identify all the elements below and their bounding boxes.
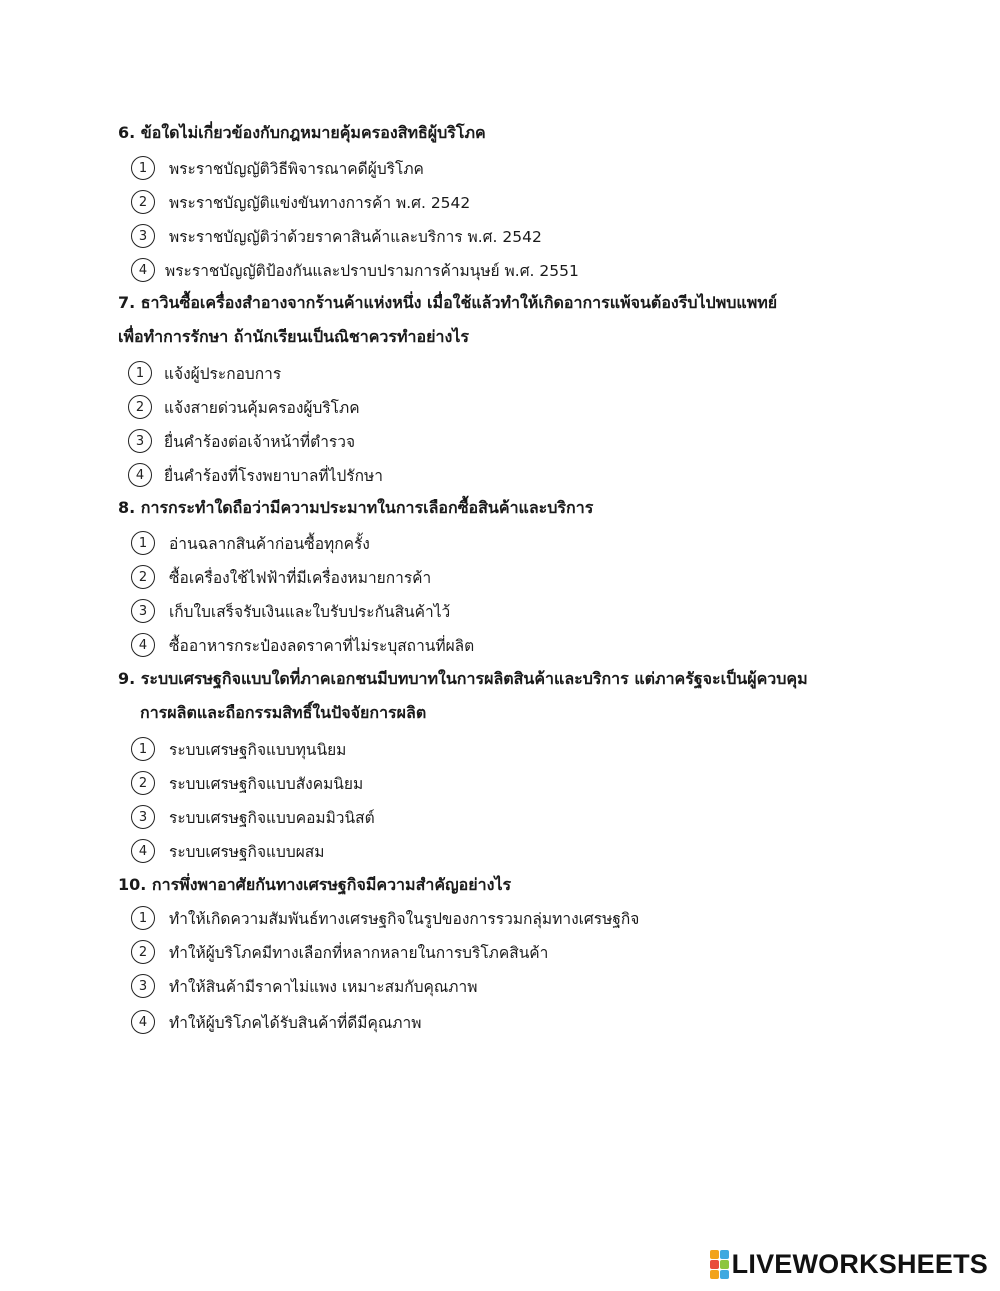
- logo-block-4: [720, 1260, 729, 1269]
- q8-choice-2-label: ซื้อเครื่องใช้ไฟฟ้าที่มีเครื่องหมายการค้า: [169, 568, 432, 587]
- q6-choice-3-radio[interactable]: 3: [131, 224, 155, 248]
- q10-choice-3[interactable]: [131, 972, 477, 1000]
- q10-choice-2-radio[interactable]: 2: [131, 940, 155, 964]
- q10-choice-4-label: ทำให้ผู้บริโภคได้รับสินค้าที่ดีมีคุณภาพ: [169, 1013, 422, 1032]
- q8-choice-2-radio[interactable]: 2: [131, 565, 155, 589]
- q8-choice-3-label: เก็บใบเสร็จรับเงินและใบรับประกันสินค้าไว้: [169, 602, 451, 621]
- q10-choice-3-label: ทำให้สินค้ามีราคาไม่แพง เหมาะสมกับคุณภาพ: [169, 977, 478, 996]
- q7-choice-2-label: แจ้งสายด่วนคุ้มครองผู้บริโภค: [164, 398, 360, 417]
- question-6-text: 6. ข้อใดไม่เกี่ยวข้องกับกฎหมายคุ้มครองสิทธิผู้บริโภค: [118, 123, 486, 142]
- q9-choice-4-label: ระบบเศรษฐกิจแบบผสม: [169, 842, 325, 861]
- q7-choice-4-radio[interactable]: 4: [128, 463, 152, 487]
- question-10-text: 10. การพึ่งพาอาศัยกันทางเศรษฐกิจมีความสำคัญอย่างไร: [118, 875, 512, 894]
- q8-choice-1-label: อ่านฉลากสินค้าก่อนซื้อทุกครั้ง: [169, 534, 370, 553]
- q9-choice-3-radio[interactable]: 3: [131, 805, 155, 829]
- logo-block-3: [710, 1260, 719, 1269]
- q9-choice-1-label: ระบบเศรษฐกิจแบบทุนนิยม: [169, 740, 347, 759]
- q7-choice-1-label: แจ้งผู้ประกอบการ: [164, 364, 282, 383]
- q6-choice-2[interactable]: [131, 188, 470, 216]
- question-9-text-line-2: การผลิตและถือกรรมสิทธิ์ในปัจจัยการผลิต: [140, 703, 427, 722]
- q9-choice-2-label: ระบบเศรษฐกิจแบบสังคมนิยม: [169, 774, 364, 793]
- q8-choice-4[interactable]: [131, 631, 474, 659]
- q10-choice-1-label: ทำให้เกิดความสัมพันธ์ทางเศรษฐกิจในรูปของการรวมกลุ่มทางเศรษฐกิจ: [169, 909, 640, 928]
- q7-choice-1[interactable]: [128, 359, 281, 387]
- q7-choice-2-radio[interactable]: 2: [128, 395, 152, 419]
- q9-choice-2-radio[interactable]: 2: [131, 771, 155, 795]
- q9-choice-3[interactable]: [131, 803, 375, 831]
- q6-choice-1[interactable]: [131, 154, 424, 182]
- q6-choice-2-radio[interactable]: 2: [131, 190, 155, 214]
- q6-choice-2-label: พระราชบัญญัติแข่งขันทางการค้า พ.ศ. 2542: [169, 193, 471, 212]
- q9-choice-1[interactable]: [131, 735, 346, 763]
- q6-choice-4-label: พระราชบัญญัติป้องกันและปราบปรามการค้ามนุษย์ พ.ศ. 2551: [165, 261, 579, 280]
- q8-choice-3[interactable]: [131, 597, 450, 625]
- liveworksheets-logo: [710, 1249, 988, 1279]
- liveworksheets-logo-text: LIVEWORKSHEETS: [731, 1248, 988, 1279]
- q6-choice-3[interactable]: [131, 222, 542, 250]
- q7-choice-3-radio[interactable]: 3: [128, 429, 152, 453]
- logo-block-6: [720, 1270, 729, 1279]
- q7-choice-3[interactable]: [128, 427, 355, 455]
- q8-choice-2[interactable]: [131, 563, 431, 591]
- q9-choice-1-radio[interactable]: 1: [131, 737, 155, 761]
- q10-choice-2[interactable]: [131, 938, 548, 966]
- q8-choice-1[interactable]: [131, 529, 370, 557]
- q7-choice-4-label: ยื่นคำร้องที่โรงพยาบาลที่ไปรักษา: [164, 466, 383, 485]
- logo-block-5: [710, 1270, 719, 1279]
- logo-block-1: [710, 1250, 719, 1259]
- q7-choice-1-radio[interactable]: 1: [128, 361, 152, 385]
- q9-choice-2[interactable]: [131, 769, 363, 797]
- q10-choice-2-label: ทำให้ผู้บริโภคมีทางเลือกที่หลากหลายในการบริโภคสินค้า: [169, 943, 549, 962]
- q6-choice-3-label: พระราชบัญญัติว่าด้วยราคาสินค้าและบริการ พ.ศ. 2542: [169, 227, 542, 246]
- q10-choice-1-radio[interactable]: 1: [131, 906, 155, 930]
- q7-choice-4[interactable]: [128, 461, 383, 489]
- q9-choice-4[interactable]: [131, 837, 324, 865]
- q10-choice-3-radio[interactable]: 3: [131, 974, 155, 998]
- question-8-text: 8. การกระทำใดถือว่ามีความประมาทในการเลือกซื้อสินค้าและบริการ: [118, 498, 594, 517]
- q9-choice-3-label: ระบบเศรษฐกิจแบบคอมมิวนิสต์: [169, 808, 375, 827]
- q10-choice-4[interactable]: [131, 1008, 421, 1036]
- question-9-text-line-1: 9. ระบบเศรษฐกิจแบบใดที่ภาคเอกชนมีบทบาทในการผลิตสินค้าและบริการ แต่ภาครัฐจะเป็นผู้ควบคุม: [118, 669, 808, 688]
- q7-choice-2[interactable]: [128, 393, 360, 421]
- q6-choice-1-label: พระราชบัญญัติวิธีพิจารณาคดีผู้บริโภค: [169, 159, 424, 178]
- q8-choice-4-radio[interactable]: 4: [131, 633, 155, 657]
- logo-block-2: [720, 1250, 729, 1259]
- liveworksheets-logo-icon: [710, 1250, 729, 1279]
- q7-choice-3-label: ยื่นคำร้องต่อเจ้าหน้าที่ตำรวจ: [164, 432, 356, 451]
- question-7-text-line-1: 7. ธาวินซื้อเครื่องสำอางจากร้านค้าแห่งหนึ่ง เมื่อใช้แล้วทำให้เกิดอาการแพ้จนต้องรีบไปพบแพทย์: [118, 293, 778, 312]
- q6-choice-4[interactable]: [131, 256, 579, 284]
- q8-choice-3-radio[interactable]: 3: [131, 599, 155, 623]
- q6-choice-4-radio[interactable]: 4: [131, 258, 155, 282]
- q9-choice-4-radio[interactable]: 4: [131, 839, 155, 863]
- q6-choice-1-radio[interactable]: 1: [131, 156, 155, 180]
- q8-choice-1-radio[interactable]: 1: [131, 531, 155, 555]
- q10-choice-4-radio[interactable]: 4: [131, 1010, 155, 1034]
- q10-choice-1[interactable]: [131, 904, 639, 932]
- question-7-text-line-2: เพื่อทำการรักษา ถ้านักเรียนเป็นณิชาควรทำอย่างไร: [118, 327, 469, 346]
- q8-choice-4-label: ซื้ออาหารกระป๋องลดราคาที่ไม่ระบุสถานที่ผลิต: [169, 636, 475, 655]
